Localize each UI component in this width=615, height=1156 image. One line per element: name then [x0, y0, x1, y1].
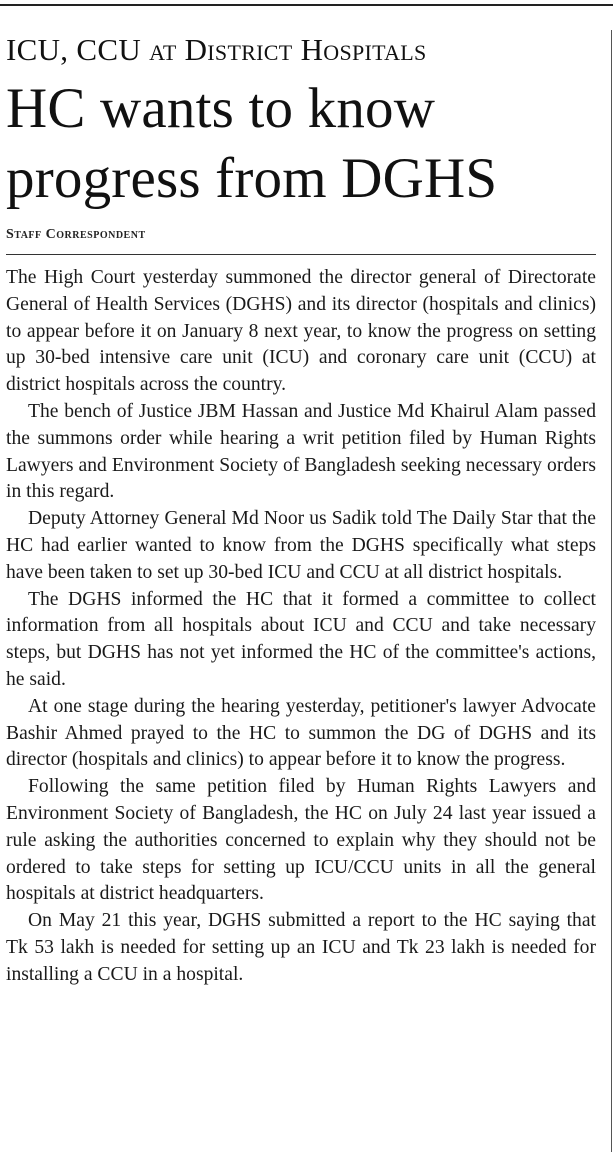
paragraph-5: At one stage during the hearing yesterday, petitioner's lawyer Advocate Bashir Ahmed prayed to the HC to summon the DG of DGHS and its director (hospitals and clinics) to appear before it to know the progress. — [6, 695, 596, 771]
byline-divider — [6, 254, 596, 255]
kicker — [6, 30, 596, 70]
byline: Staff Correspondent — [6, 227, 146, 242]
kicker-part-1: ICU, CCU — [6, 32, 150, 67]
paragraph-6: Following the same petition filed by Human Rights Lawyers and Environment Society of Bangladesh, the HC on July 24 last year issued a rule asking the authorities concerned to explain why they should not be ordered to take steps for setting up ICU/CCU units in all the general hospitals at district headquarters. — [6, 776, 596, 905]
paragraph-1: The High Court yesterday summoned the director general of Directorate General of Health Services (DGHS) and its director (hospitals and clinics) to appear before it on January 8 next year, to know the progress on setting up 30-bed intensive care unit (ICU) and coronary care unit (CCU) at district hospitals across the country. — [6, 267, 596, 396]
paragraph-7: On May 21 this year, DGHS submitted a report to the HC saying that Tk 53 lakh is needed for setting up an ICU and Tk 23 lakh is needed for installing a CCU in a hospital. — [6, 910, 596, 985]
headline: HC wants to know progress from DGHS — [6, 77, 498, 210]
top-rule — [0, 4, 613, 6]
news-article — [6, 30, 596, 989]
article-body — [6, 265, 596, 989]
kicker-part-2: at District Hospitals — [149, 32, 427, 67]
paragraph-4: The DGHS informed the HC that it formed a committee to collect information from all hospitals about ICU and CCU and take necessary steps, but DGHS has not yet informed the HC of the committee's actions, he said. — [6, 588, 596, 690]
paragraph-2: The bench of Justice JBM Hassan and Justice Md Khairul Alam passed the summons order while hearing a writ petition filed by Human Rights Lawyers and Environment Society of Bangladesh seeking necessary orders in this regard. — [6, 400, 596, 503]
paragraph-3: Deputy Attorney General Md Noor us Sadik told The Daily Star that the HC had earlier wanted to know from the DGHS specifically what steps have been taken to set up 30-bed ICU and CCU at all district hospitals. — [6, 508, 596, 583]
column-rule — [611, 30, 612, 1152]
